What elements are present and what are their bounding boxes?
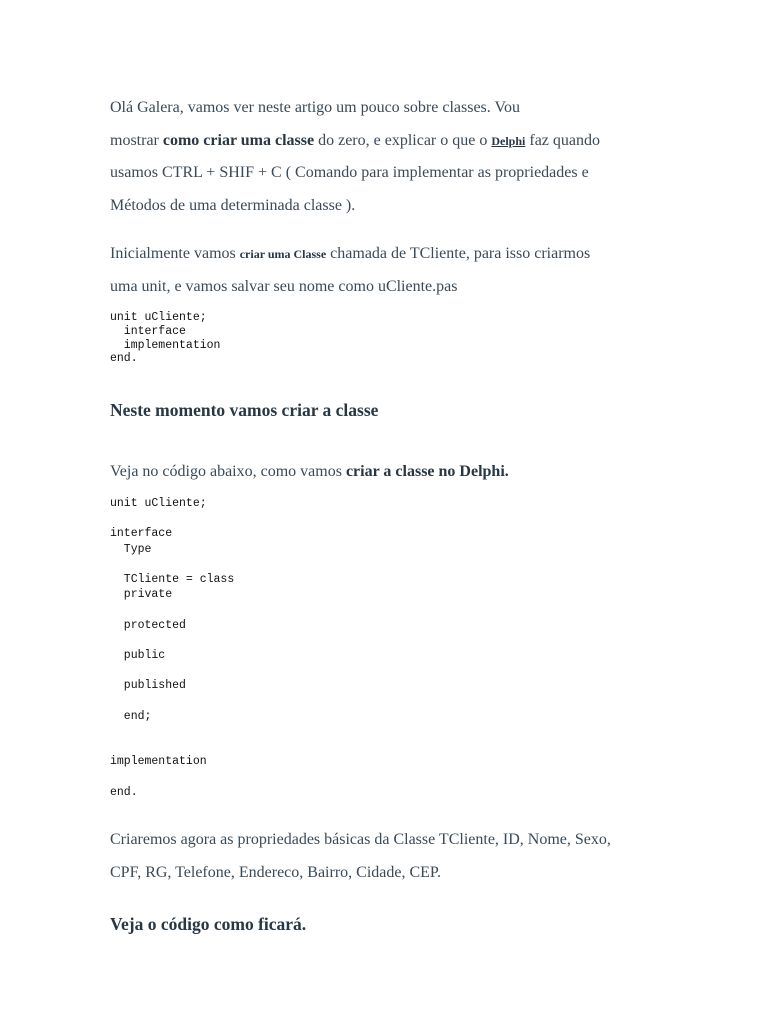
- initial-bold-phrase: criar uma Classe: [239, 247, 327, 261]
- code-intro-paragraph: [110, 456, 670, 489]
- section-heading-code-result: Veja o código como ficará.: [110, 914, 307, 934]
- delphi-link[interactable]: Delphi: [491, 133, 526, 148]
- intro-line-2-middle: do zero, e explicar o que o: [314, 131, 492, 149]
- code-intro-text: Veja no código abaixo, como vamos: [110, 463, 346, 480]
- intro-line-3: usamos CTRL + SHIF + C ( Comando para implementar as propriedades e: [110, 164, 589, 181]
- initial-line-2: uma unit, e vamos salvar seu nome como uCliente.pas: [110, 277, 458, 295]
- properties-paragraph: [110, 824, 670, 889]
- intro-line-2-end: faz quando: [525, 131, 601, 149]
- code-intro-bold: criar a classe no Delphi.: [345, 463, 509, 480]
- intro-line-2-start: mostrar: [110, 131, 163, 149]
- code-block-class-definition: unit uCliente; interface Type TCliente = class private protected public published end; implementation end.: [110, 497, 235, 799]
- initial-line-1-end: chamada de TCliente, para isso criarmos: [326, 245, 591, 262]
- code-block-unit-skeleton: unit uCliente; interface implementation end.: [110, 311, 221, 366]
- intro-line-4: Métodos de uma determinada classe ).: [110, 196, 356, 214]
- intro-paragraph: [110, 92, 670, 222]
- intro-line-1: Olá Galera, vamos ver neste artigo um pouco sobre classes. Vou: [110, 99, 520, 116]
- properties-line-2: CPF, RG, Telefone, Endereco, Bairro, Cidade, CEP.: [110, 863, 442, 881]
- section-heading-create-class: Neste momento vamos criar a classe: [110, 400, 379, 420]
- initial-paragraph: [110, 238, 670, 303]
- initial-line-1-start: Inicialmente vamos: [110, 245, 240, 262]
- properties-line-1: Criaremos agora as propriedades básicas da Classe TCliente, ID, Nome, Sexo,: [110, 831, 611, 848]
- intro-bold-phrase: como criar uma classe: [162, 131, 315, 149]
